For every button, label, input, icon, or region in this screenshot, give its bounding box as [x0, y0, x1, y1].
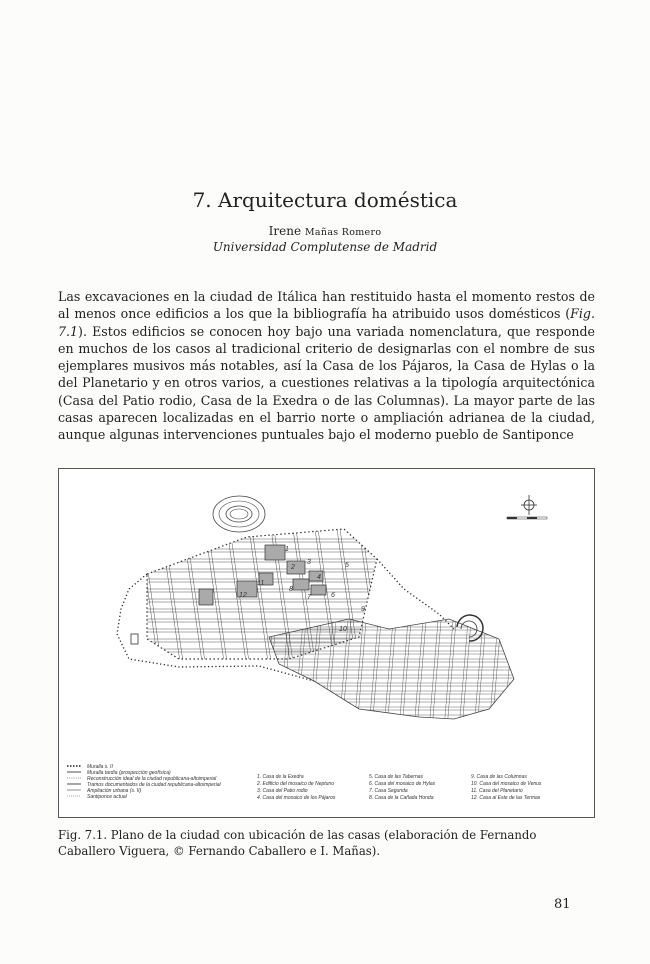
legend-building-item: 7. Casa Segunda — [369, 788, 408, 794]
map-number: 3 — [307, 559, 311, 566]
legend-building-item: 5. Casa de las Tabernas — [369, 774, 424, 780]
map-number: 1 — [285, 546, 289, 553]
legend-lines — [86, 764, 221, 800]
wall-east — [377, 559, 454, 629]
west-building — [131, 634, 138, 644]
legend-line-item: Muralla s. II — [87, 764, 113, 770]
author — [0, 224, 650, 238]
amphitheatre — [213, 496, 265, 532]
body-p1: Las excavaciones en la ciudad de Itálica han restituido hasta el momento restos de al menos once edificios a los que la bibliografía ha atribuido usos domésticos ( — [58, 289, 595, 322]
legend-line-symbols — [67, 766, 81, 796]
legend-building-item: 8. Casa de la Cañada Honda — [369, 795, 434, 801]
legend-building-item: 2. Edificio del mosaico de Neptuno — [257, 781, 334, 787]
map-number: 5 — [345, 562, 349, 569]
map-number: 12 — [239, 592, 247, 599]
santiponce-outline — [269, 619, 514, 719]
legend-line-item: Reconstrucción ideal de la ciudad republicana-altoimperial — [87, 776, 217, 782]
north-district-grid — [129, 529, 389, 669]
figure-caption: Fig. 7.1. Plano de la ciudad con ubicación de las casas (elaboración de Fernando Caballero Viguera, © Fernando Caballero e I. Mañas). — [58, 828, 537, 858]
legend-building-item: 6. Casa del mosaico de Hylas — [369, 781, 436, 787]
map-number: 6 — [331, 592, 335, 599]
map-number: 2 — [291, 564, 295, 571]
affiliation: Universidad Complutense de Madrid — [212, 240, 438, 254]
scale-bar — [507, 517, 547, 519]
legend-building-item: 10. Casa del mosaico de Venus — [471, 781, 542, 787]
body-paragraph — [58, 288, 595, 444]
author-first: Irene — [268, 224, 302, 238]
legend-line-item: Ampliación urbana (s. II) — [87, 788, 142, 794]
legend-building-item: 12. Casa al Este de las Termas — [471, 795, 541, 801]
legend-building-item: 4. Casa del mosaico de los Pájaros — [257, 795, 336, 801]
legend-buildings — [256, 774, 542, 801]
figure-reference-link[interactable]: Fig. 7.1 — [58, 306, 595, 339]
north-arrow-icon — [521, 495, 537, 515]
legend-building-item: 1. Casa de la Exedra — [257, 774, 304, 780]
legend-line-item: Muralla tardía (prospección geofísica) — [87, 770, 171, 776]
page-number: 81 — [554, 897, 571, 912]
city-plan — [59, 469, 596, 819]
theatre — [457, 615, 483, 641]
body-p1-rest: ). Estos edificios se conocen hoy bajo una variada nomenclatura, que responde en muchos de los casos al tradicional criterio de designarlas con el nombre de sus ejemplares musivos más notables, así la Casa de los Pájaros, la Casa de Hylas o la del Planetario y en otros varios, a cuestiones relativas a la tipología arquitectónica (Casa del Patio rodio, Casa de la Exedra o de las Columnas). La mayor parte de las casas aparecen localizadas en el barrio norte o ampliación adrianea de la ciudad, aunque algunas intervenciones puntuales bajo el moderno pueblo de Santiponce — [58, 323, 595, 443]
chapter-title: 7. Arquitectura doméstica — [192, 188, 458, 212]
legend-building-item: 9. Casa de las Columnas — [471, 774, 527, 780]
legend-line-item: Tramos documentados de la ciudad republicana-altoimperial — [87, 782, 221, 788]
map-number: 11 — [257, 580, 265, 587]
legend-building-item: 3. Casa del Patio rodio — [257, 788, 308, 794]
author-last: Mañas Romero — [304, 227, 382, 238]
city-wall-north — [147, 529, 377, 659]
south-town-grid — [259, 609, 529, 729]
map-number: 4 — [317, 574, 321, 581]
map-number: 7 — [307, 594, 311, 601]
map-number: 8 — [289, 586, 293, 593]
figure-map — [58, 468, 595, 818]
map-number: 10 — [339, 626, 347, 633]
legend-building-item: 11. Casa del Planetario — [471, 788, 523, 794]
map-number: 9 — [361, 606, 365, 613]
legend-line-item: Santiponce actual — [87, 794, 127, 800]
